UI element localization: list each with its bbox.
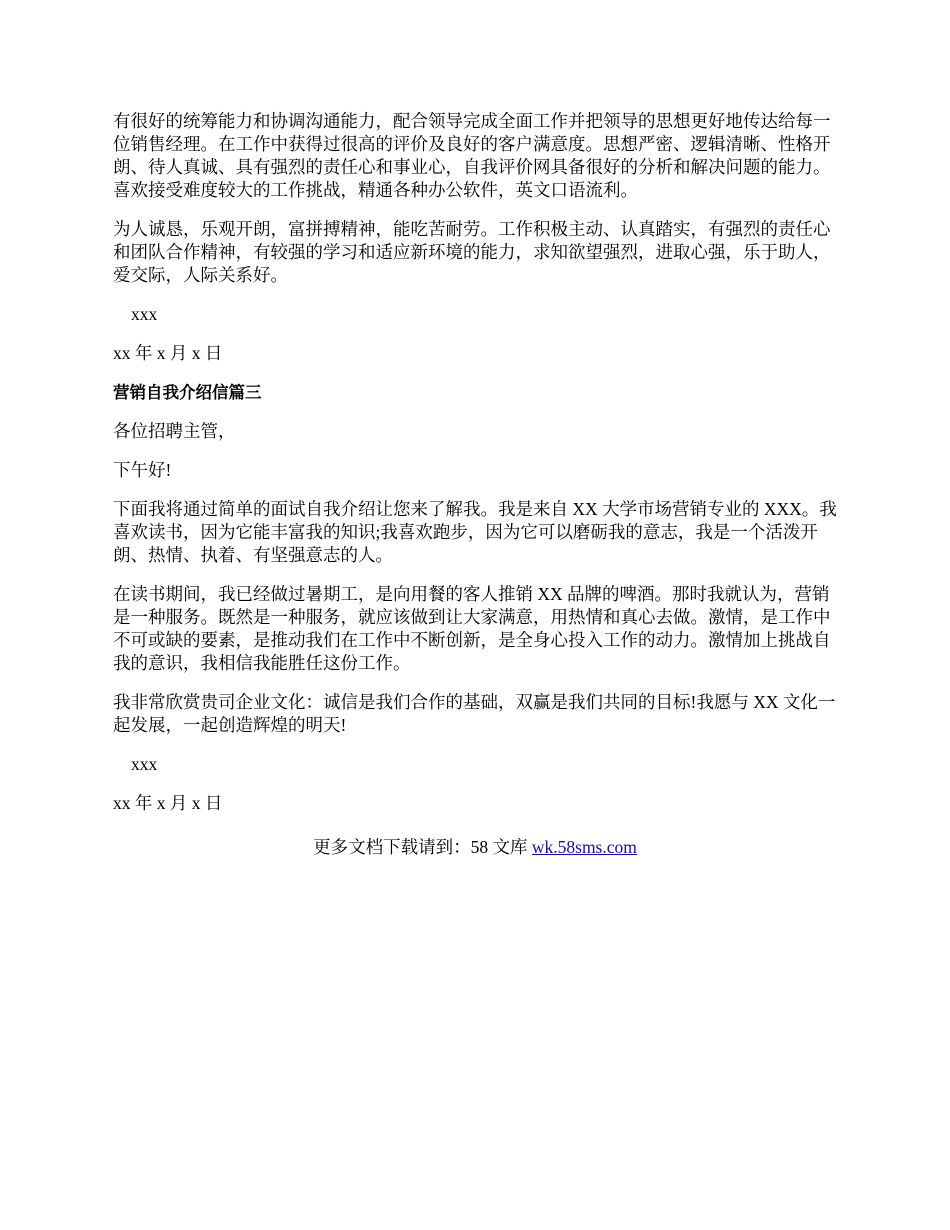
paragraph: 我非常欣赏贵司企业文化：诚信是我们合作的基础，双赢是我们共同的目标!我愿与 XX 文化一起发展，一起创造辉煌的明天! (113, 692, 836, 735)
date-line: xx 年 x 月 x 日 (113, 343, 223, 363)
paragraph: 在读书期间，我已经做过暑期工，是向用餐的客人推销 XX 品牌的啤酒。那时我就认为，营销是一种服务。既然是一种服务，就应该做到让大家满意，用热情和真心去做。激情，是工作中不可或缺的要素，是推动我们在工作中不断创新，是全身心投入工作的动力。激情加上挑战自我的意识，我相信我能胜任这份工作。 (113, 584, 831, 673)
signature: xxx (131, 754, 158, 774)
footer-link[interactable]: wk.58sms.com (531, 837, 637, 857)
date-line: xx 年 x 月 x 日 (113, 793, 223, 813)
paragraph: 有很好的统筹能力和协调沟通能力，配合领导完成全面工作并把领导的思想更好地传达给每一位销售经理。在工作中获得过很高的评价及良好的客户满意度。思想严密、逻辑清晰、性格开朗、待人真诚、具有强烈的责任心和事业心，自我评价网具备很好的分析和解决问题的能力。喜欢接受难度较大的工作挑战，精通各种办公软件，英文口语流利。 (113, 111, 831, 200)
paragraph: 为人诚恳，乐观开朗，富拼搏精神，能吃苦耐劳。工作积极主动、认真踏实，有强烈的责任心和团队合作精神，有较强的学习和适应新环境的能力，求知欲望强烈，进取心强，乐于助人，爱交际，人际关系好。 (113, 219, 831, 285)
section-title: 营销自我介绍信篇三 (113, 383, 262, 402)
document-body (113, 110, 843, 831)
greeting: 各位招聘主管， (113, 421, 236, 441)
footer (0, 836, 950, 859)
paragraph: 下面我将通过简单的面试自我介绍让您来了解我。我是来自 XX 大学市场营销专业的 XXX。我喜欢读书，因为它能丰富我的知识;我喜欢跑步，因为它可以磨砺我的意志，我是一个活泼开朗、热情、执着、有坚强意志的人。 (113, 499, 837, 565)
signature: xxx (131, 304, 158, 324)
salutation: 下午好! (113, 460, 172, 480)
footer-text: 更多文档下载请到：58 文库 (313, 837, 532, 857)
